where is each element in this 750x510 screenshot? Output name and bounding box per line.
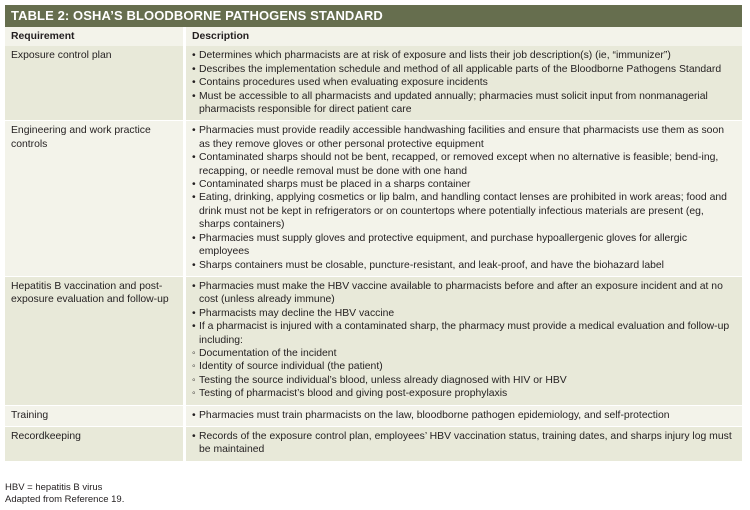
table-row [5, 405, 742, 426]
description-cell [185, 46, 743, 121]
bullet-item: • Sharps containers must be closable, puncture-resistant, and leak-proof, and have the biohazard label [192, 259, 736, 272]
bullet-item: • Contaminated sharps should not be bent, recapped, or removed except when no alternative is feasible; bend-ing, recapping, or needle removal must be done with one hand [192, 151, 736, 178]
bullet-item: • If a pharmacist is injured with a contaminated sharp, the pharmacy must provide a medical evaluation and follow-up including: [192, 320, 736, 347]
footnote-source: Adapted from Reference 19. [5, 493, 125, 505]
sub-bullet-item: ◦ Documentation of the incident [192, 347, 736, 360]
bullet-item: • Contaminated sharps must be placed in a sharps container [192, 178, 736, 191]
table-row [5, 276, 742, 405]
osha-table-figure [5, 5, 742, 461]
description-list [192, 124, 736, 271]
description-list [192, 409, 736, 422]
table-body [5, 46, 742, 460]
sub-bullet-item: ◦ Identity of source individual (the patient) [192, 360, 736, 373]
requirement-cell: Engineering and work practice controls [5, 121, 185, 276]
requirement-cell: Recordkeeping [5, 426, 185, 460]
bullet-item: • Records of the exposure control plan, employees’ HBV vaccination status, training dates, and sharps injury log must be maintained [192, 430, 736, 457]
description-cell [185, 426, 743, 460]
requirement-cell: Hepatitis B vaccination and post-exposure evaluation and follow-up [5, 276, 185, 405]
column-header-description: Description [185, 27, 743, 46]
description-cell [185, 405, 743, 426]
requirement-cell: Training [5, 405, 185, 426]
bullet-item: • Must be accessible to all pharmacists and updated annually; pharmacies must solicit input from nonmanagerial pharmacists responsible for direct patient care [192, 90, 736, 117]
description-list [192, 49, 736, 116]
footnote-abbreviation: HBV = hepatitis B virus [5, 482, 103, 493]
sub-bullet-item: ◦ Testing the source individual’s blood, unless already diagnosed with HIV or HBV [192, 374, 736, 387]
description-list [192, 280, 736, 401]
table-row [5, 46, 742, 121]
bullet-item: • Pharmacies must supply gloves and protective equipment, and purchase hypoallergenic gloves for allergic employees [192, 232, 736, 259]
bullet-item: • Pharmacies must make the HBV vaccine available to pharmacists before and after an exposure incident and at no cost (unless already immune) [192, 280, 736, 307]
bullet-item: • Contains procedures used when evaluating exposure incidents [192, 76, 736, 89]
bullet-item: • Pharmacists may decline the HBV vaccine [192, 307, 736, 320]
bullet-item: • Pharmacies must provide readily accessible handwashing facilities and ensure that pharmacists use them as soon as they remove gloves or other personal protective equipment [192, 124, 736, 151]
description-list [192, 430, 736, 457]
sub-bullet-item: ◦ Testing of pharmacist’s blood and giving post-exposure prophylaxis [192, 387, 736, 400]
bullet-item: • Pharmacies must train pharmacists on the law, bloodborne pathogen epidemiology, and self-protection [192, 409, 736, 422]
bullet-item: • Describes the implementation schedule and method of all applicable parts of the Bloodborne Pathogens Standard [192, 63, 736, 76]
footnotes [5, 482, 124, 505]
table-row [5, 121, 742, 276]
description-cell [185, 276, 743, 405]
requirement-cell: Exposure control plan [5, 46, 185, 121]
requirements-table [5, 27, 742, 461]
table-title: TABLE 2: OSHA’S BLOODBORNE PATHOGENS STANDARD [5, 5, 742, 27]
bullet-item: • Eating, drinking, applying cosmetics or lip balm, and handling contact lenses are prohibited in work areas; food and drink must not be kept in refrigerators or on countertops where potentially infectious materials are present (eg, sharps containers) [192, 191, 736, 231]
description-cell [185, 121, 743, 276]
column-header-requirement: Requirement [5, 27, 185, 46]
table-row [5, 426, 742, 460]
bullet-item: • Determines which pharmacists are at risk of exposure and lists their job description(s) (ie, “immunizer”) [192, 49, 736, 62]
